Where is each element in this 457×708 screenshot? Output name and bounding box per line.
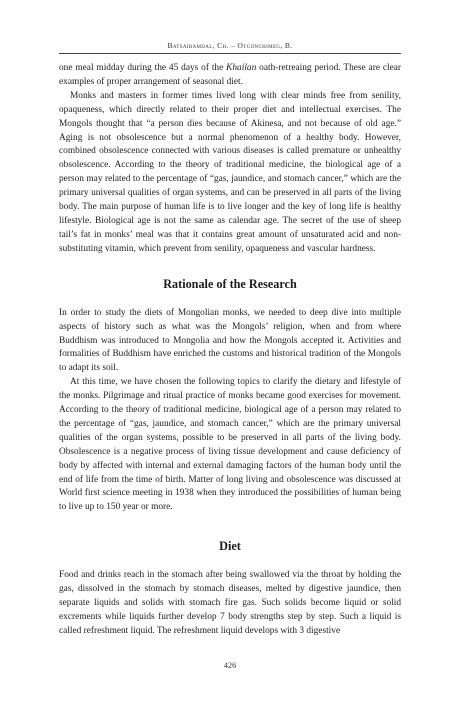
paragraph: At this time, we have chosen the following topics to clarify the dietary and lifestyle of the monks. Pilgrimage and ritual practice of monks became good exercises for movement. According to the theory of traditional medicine, biological age of a person may related to the percentage of “gas, jaundice, and stomach cancer,” which are the primary universal qualities of the organ systems, possible to be preserved in all parts of the living body. Obsolescence is a negative process of living tissue development and cause deficiency of body by affected with internal and external damaging factors of the human body until the end of life from the time of birth. Matter of long living and obsolescence was discussed at World first science meeting in 1938 when they introduced the possibilities of human being to live up to 150 year or more. (59, 377, 401, 513)
spacer (59, 291, 401, 307)
spacer (59, 553, 401, 569)
text-run: oath-retreaing period. These are clear examples of proper arrangement of seasonal diet. (59, 63, 401, 87)
body-text (59, 62, 401, 639)
spacer (59, 515, 401, 539)
header-rule (59, 53, 401, 54)
diet-section (59, 539, 401, 639)
intro-section (59, 62, 401, 257)
paragraph: Monks and masters in former times lived long with clear minds free from senility, opaqueness, which directly related to their proper diet and intellectual exercises. The Mongols thought that “a person dies because of Akinesa, and not because of old age.” Aging is not obsolescence but a normal phenomenon of a healthy body. However, combined obsolescence connected with various diseases is called premature or unhealthy obsolescence. According to the theory of traditional medicine, the biological age of a person may related to the percentage of “gas, jaundice, and stomach cancer,” which are the primary universal qualities of organ systems, and can be preserved in all parts of the living body. The main purpose of human life is to live longer and the key of long life is healthy lifestyle. Biological age is not the same as calendar age. The secret of the use of sheep tail’s fat in monks’ meal was that it contains great amount of unsaturated acid and non-substituting vitamin, which prevent from senility, opaqueness and vascular hardness. (59, 90, 401, 254)
rationale-section (59, 277, 401, 516)
section-heading: Rationale of the Research (163, 276, 297, 291)
italic-term: Khailan (226, 63, 257, 73)
text-run: one meal midday during the 45 days of the (59, 63, 227, 73)
running-head: Batsairamdal, Ch. – Otgonchimeg, B. (167, 41, 293, 50)
paragraph: Food and drinks reach in the stomach after being swallowed via the throat by holding the gas, dissolved in the stomach by stomach diseases, melted by digestive jaundice, then separate liquids and solids with stomach fire gas. Such solids become liquid or solid excrements while liquids further develop 7 body strengths step by step. Such a liquid is called refreshment liquid. The refreshment liquid develops with 3 digestive (59, 570, 401, 636)
section-heading: Diet (219, 539, 241, 554)
page-number: 426 (223, 661, 237, 670)
paragraph: In order to study the diets of Mongolian monks, we needed to deep dive into multiple aspects of history such as what was the Mongols’ religion, when and from where Buddhism was introduced to Mongolia and how the Mongols accepted it. Activities and formalities of Buddhism have enriched the customs and historical tradition of the Mongols to adapt its soil. (59, 307, 401, 374)
spacer (59, 257, 401, 277)
paragraph (59, 62, 401, 90)
